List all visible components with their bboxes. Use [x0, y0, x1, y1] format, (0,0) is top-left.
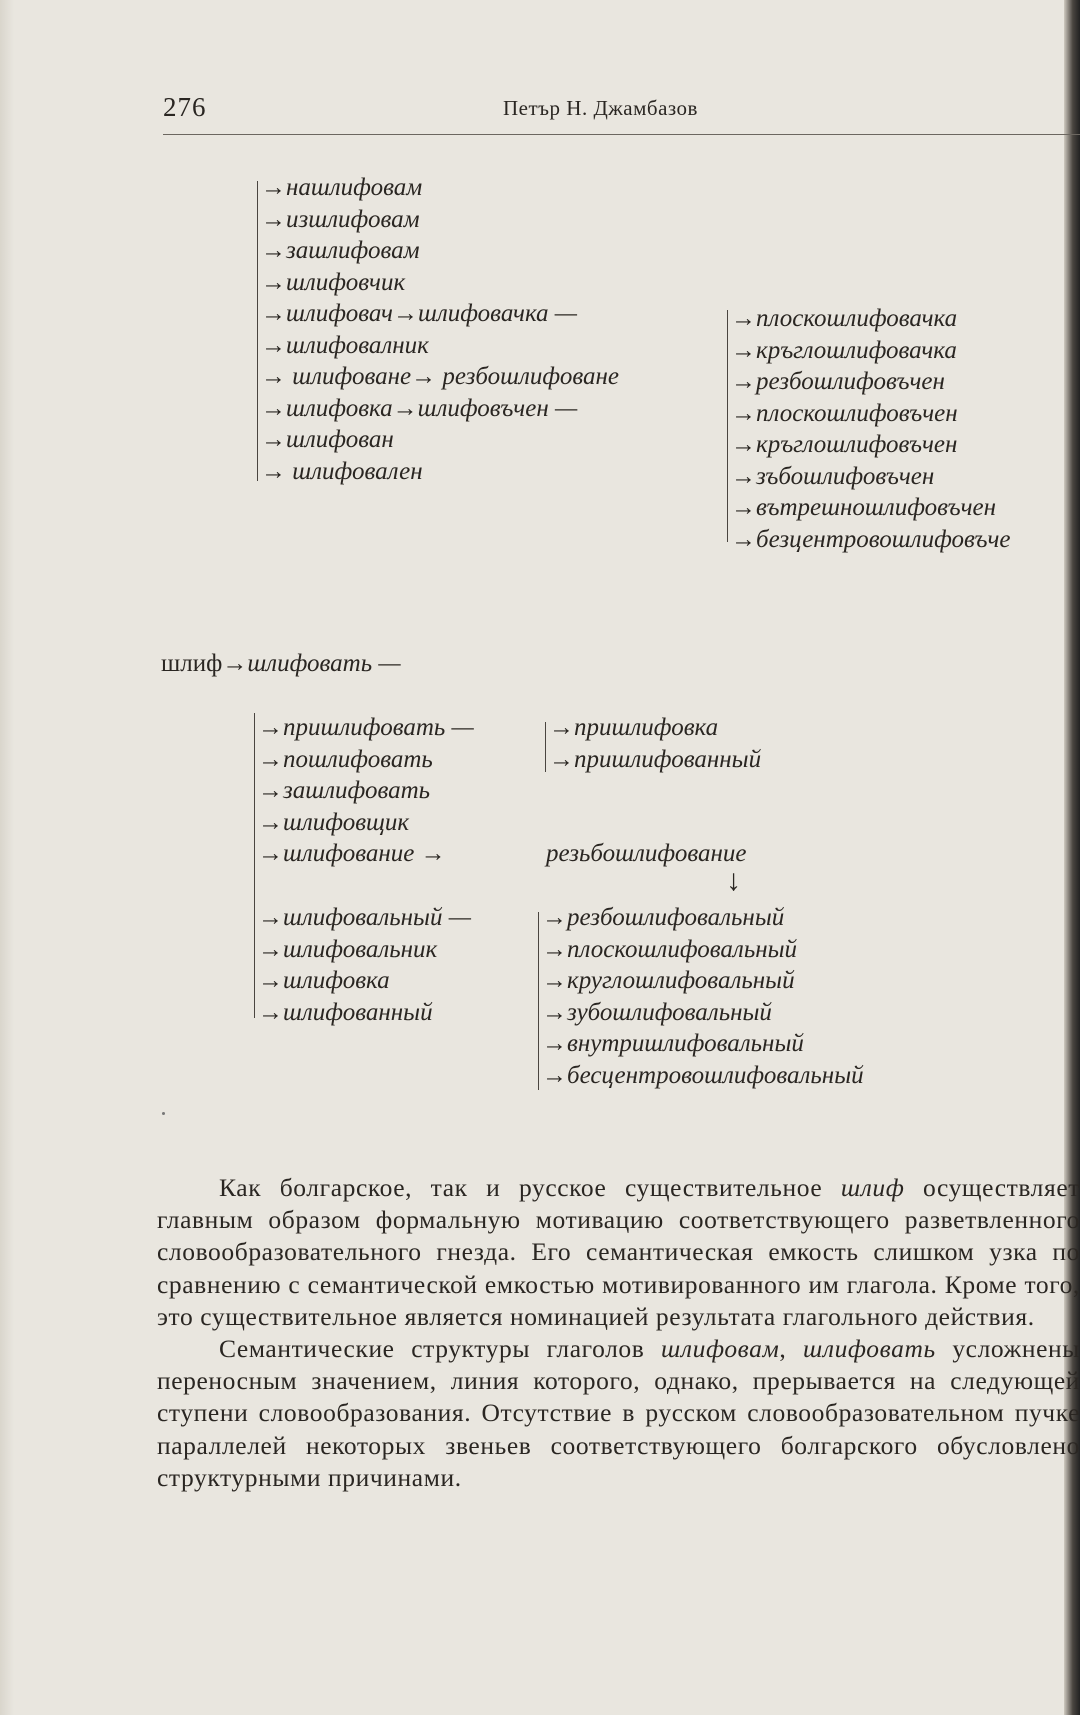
list-item: →кръглошлифовачка: [731, 336, 957, 364]
list-item: →нашлифовам: [261, 174, 423, 201]
header-rule: [163, 134, 1080, 135]
list-item: →вътрешношлифовъчен: [731, 494, 997, 521]
russian-thread-word: [546, 838, 747, 870]
down-arrow-icon: ↓: [726, 864, 741, 897]
list-item: →внутришлифовальный: [542, 1030, 804, 1057]
paragraph-text: ,: [779, 1334, 803, 1364]
bracket-russian-left: [254, 713, 255, 1018]
list-item: →пришлифовка: [549, 714, 719, 741]
list-item: →шлифован: [261, 426, 394, 453]
paragraph-italic: шлиф: [840, 1173, 905, 1202]
list-item: →безцентровошлифовъче: [731, 525, 1011, 553]
list-item: →шлифованный: [258, 998, 433, 1026]
list-item: →пришлифованный: [549, 745, 762, 773]
paragraph-italic: шлифовам: [661, 1334, 780, 1364]
russian-left-column: [258, 712, 474, 870]
bracket-bulgarian-right: [727, 310, 728, 542]
list-item: → шлифовален: [261, 457, 423, 485]
list-item: →плоскошлифовачка: [731, 305, 958, 332]
list-item: →зубошлифовальный: [542, 998, 772, 1026]
list-item: →резбошлифовъчен: [731, 368, 945, 395]
list-item: →пришлифовать —: [258, 714, 474, 741]
russian-root-verb: →шлифовать —: [222, 650, 401, 677]
russian-root-noun: шлиф: [161, 650, 223, 677]
russian-right-column: [542, 902, 864, 1091]
paragraph: [157, 1172, 1080, 1333]
list-item: →зашлифовать: [258, 777, 431, 804]
list-item: →плоскошлифовъчен: [731, 399, 958, 427]
bracket-russian-right: [538, 912, 539, 1090]
list-item: →шлифовалник: [261, 331, 429, 359]
bulgarian-left-column: [261, 172, 619, 487]
list-item: →шлифовальник: [258, 935, 438, 963]
list-item: →пошлифовать: [258, 745, 433, 773]
list-item: →плоскошлифовальный: [542, 935, 798, 963]
list-item: →зъбошлифовъчен: [731, 462, 935, 490]
bulgarian-right-column: [731, 303, 1011, 555]
page-number: 276: [163, 92, 207, 122]
list-item: →бесцентровошлифовальный: [542, 1061, 864, 1089]
list-item: →шлифовальный —: [258, 904, 471, 931]
russian-left-column-2: [258, 902, 471, 1028]
paragraph: [157, 1333, 1080, 1494]
paragraph-italic: шлифовать: [803, 1334, 936, 1364]
bracket-russian-pri: [545, 722, 546, 772]
body-text: [157, 1172, 1080, 1494]
running-head: Петър Н. Джамбазов: [503, 96, 698, 120]
list-item: →резбошлифовальный: [542, 904, 785, 931]
list-item: →шлифовач→шлифовачка —: [261, 300, 577, 327]
list-item: →шлифовка→шлифовъчен —: [261, 394, 578, 422]
page-header: [163, 92, 1080, 128]
page-edge-left: [0, 0, 14, 1715]
bracket-bulgarian-left: [257, 181, 258, 481]
list-item: → шлифоване→ резбошлифоване: [261, 363, 620, 390]
list-item: →зашлифовам: [261, 237, 420, 264]
list-item: →изшлифовам: [261, 205, 420, 233]
list-item: →круглошлифовальный: [542, 967, 795, 994]
list-item: →шлифовчик: [261, 268, 406, 296]
list-item: →кръглошлифовъчен: [731, 431, 958, 458]
list-item: →шлифование →: [258, 840, 446, 867]
russian-pri-column: [549, 712, 761, 775]
list-item: →шлифовщик: [258, 808, 410, 836]
paragraph-text: осуществляет главным образом формальную мотивацию соответствующего разветвленного словообразовательного гнезда. Его семантическая емкость слишком узка по сравнению с семантической емкостью мотивированного им глагола. Кроме того, это существительное является номинацией результата глагольного действия.: [157, 1173, 1080, 1331]
russian-root-line: [161, 650, 401, 678]
print-speck: [162, 1112, 165, 1115]
list-item: →шлифовка: [258, 967, 390, 994]
paragraph-text: Семантические структуры глаголов: [219, 1334, 662, 1364]
paragraph-text: Как болгарское, так и русское существительное: [219, 1173, 841, 1202]
paragraph-text: усложнены переносным значением, линия которого, однако, прерывается на следующей ступени словообразования. Отсутствие в русском словообразовательном пучке параллелей некоторых звеньев соответствующего болгарского обусловлено структурными причинами.: [157, 1334, 1080, 1492]
list-item: резьбошлифование: [546, 840, 747, 867]
